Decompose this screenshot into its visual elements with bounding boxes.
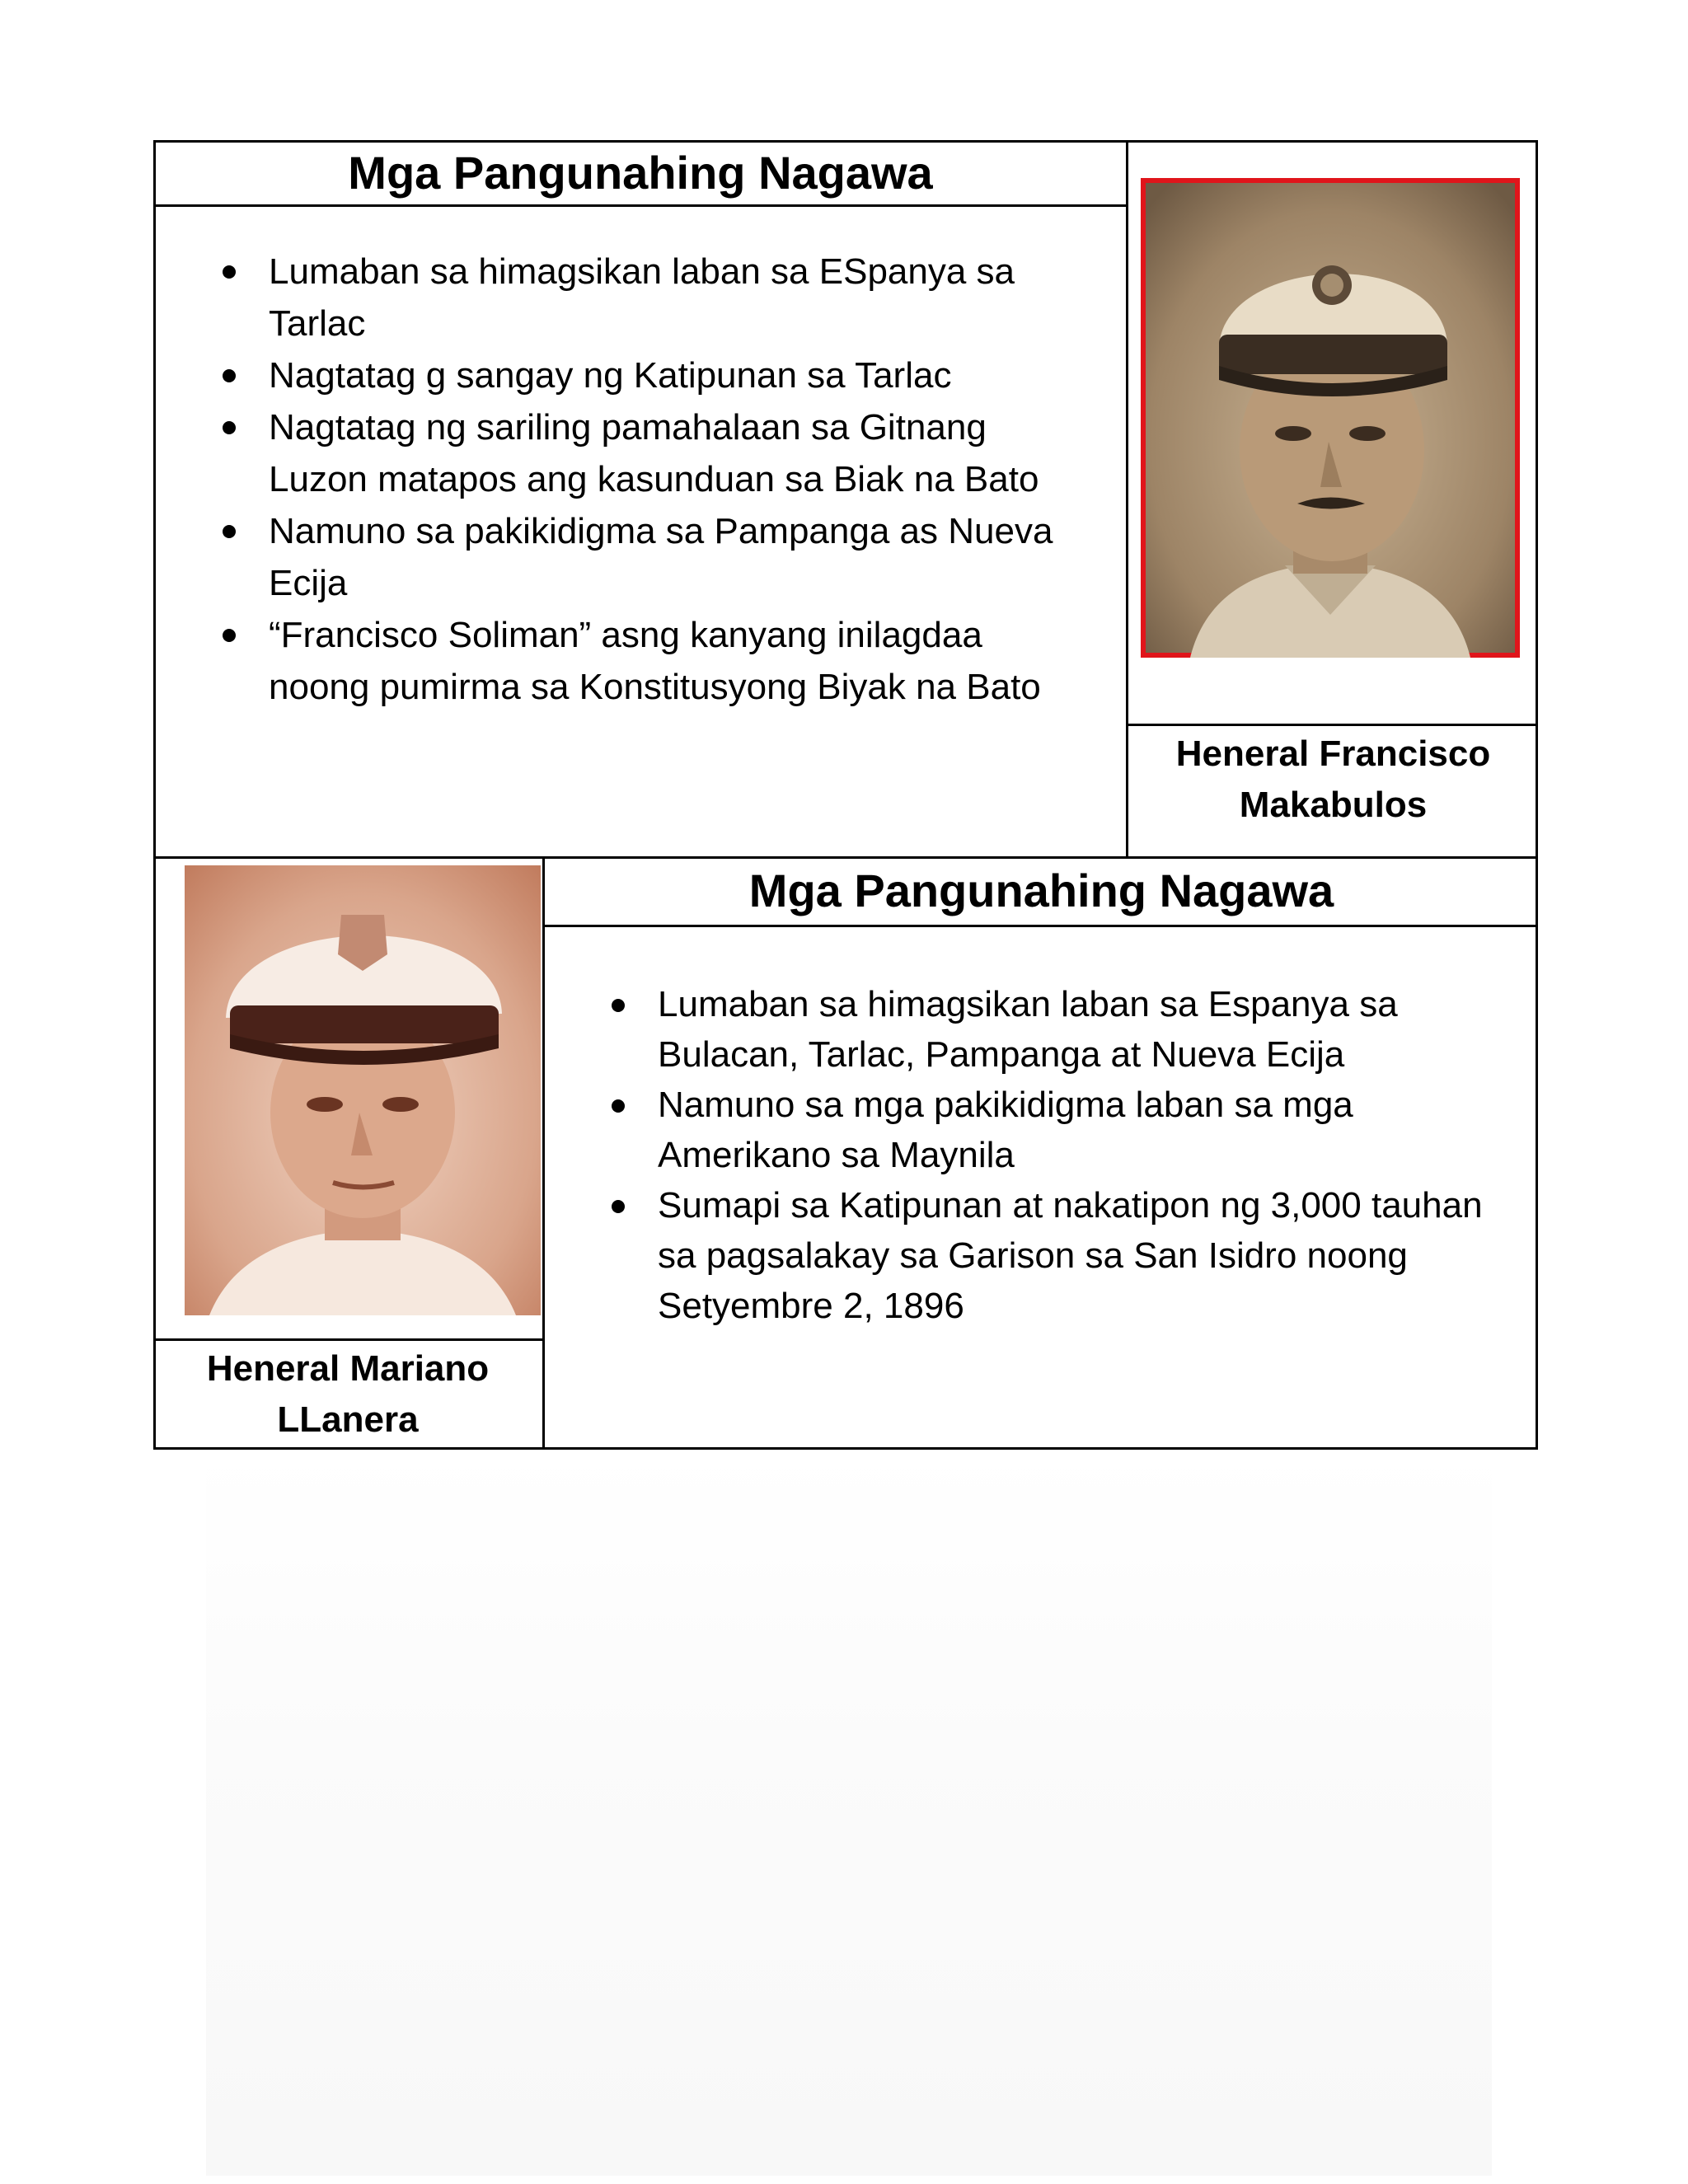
bullet-icon: [223, 421, 236, 434]
portrait-francisco-makabulos: [1141, 178, 1520, 658]
list-item: Nagtatag g sangay ng Katipunan sa Tarlac: [223, 349, 1080, 401]
list-item: Sumapi sa Katipunan at nakatipon ng 3,000 tauhan sa pagsalakay sa Garison sa San Isidro noong Setyembre 2, 1896: [612, 1180, 1526, 1331]
bullet-icon: [223, 369, 236, 382]
table-divider: [542, 925, 1538, 927]
list-item: Lumaban sa himagsikan laban sa Espanya sa Bulacan, Tarlac, Pampanga at Nueva Ecija: [612, 979, 1526, 1080]
list-item: Namuno sa mga pakikidigma laban sa mga Amerikano sa Maynila: [612, 1080, 1526, 1180]
accomplishments-list: [612, 979, 1526, 1331]
bullet-icon: [612, 1099, 625, 1113]
portrait-image: [1141, 178, 1520, 658]
bullet-icon: [612, 999, 625, 1012]
table-divider: [542, 856, 545, 1450]
table-divider: [1126, 724, 1538, 726]
bullet-icon: [223, 265, 236, 279]
portrait-caption: Heneral Francisco Makabulos: [1175, 733, 1491, 825]
bullet-icon: [612, 1200, 625, 1213]
portrait-caption: Heneral Mariano LLanera: [206, 1348, 490, 1440]
section-title: Mga Pangunahing Nagawa: [348, 147, 933, 199]
accomplishments-list: [223, 246, 1080, 713]
portrait-mariano-llanera: [185, 865, 541, 1315]
table-divider: [153, 204, 1128, 207]
list-item: Nagtatag ng sariling pamahalaan sa Gitnang Luzon matapos ang kasunduan sa Biak na Bato: [223, 401, 1080, 505]
table-divider: [153, 1338, 544, 1341]
section-title: Mga Pangunahing Nagawa: [748, 865, 1334, 916]
list-item: “Francisco Soliman” asng kanyang inilagdaa noong pumirma sa Konstitusyong Biyak na Bato: [223, 609, 1080, 713]
bullet-icon: [223, 525, 236, 538]
list-item: Namuno sa pakikidigma sa Pampanga as Nueva Ecija: [223, 505, 1080, 609]
portrait-image: [185, 865, 541, 1315]
bullet-icon: [223, 629, 236, 642]
page-background: [206, 1451, 1492, 2176]
list-item: Lumaban sa himagsikan laban sa ESpanya sa Tarlac: [223, 246, 1080, 349]
